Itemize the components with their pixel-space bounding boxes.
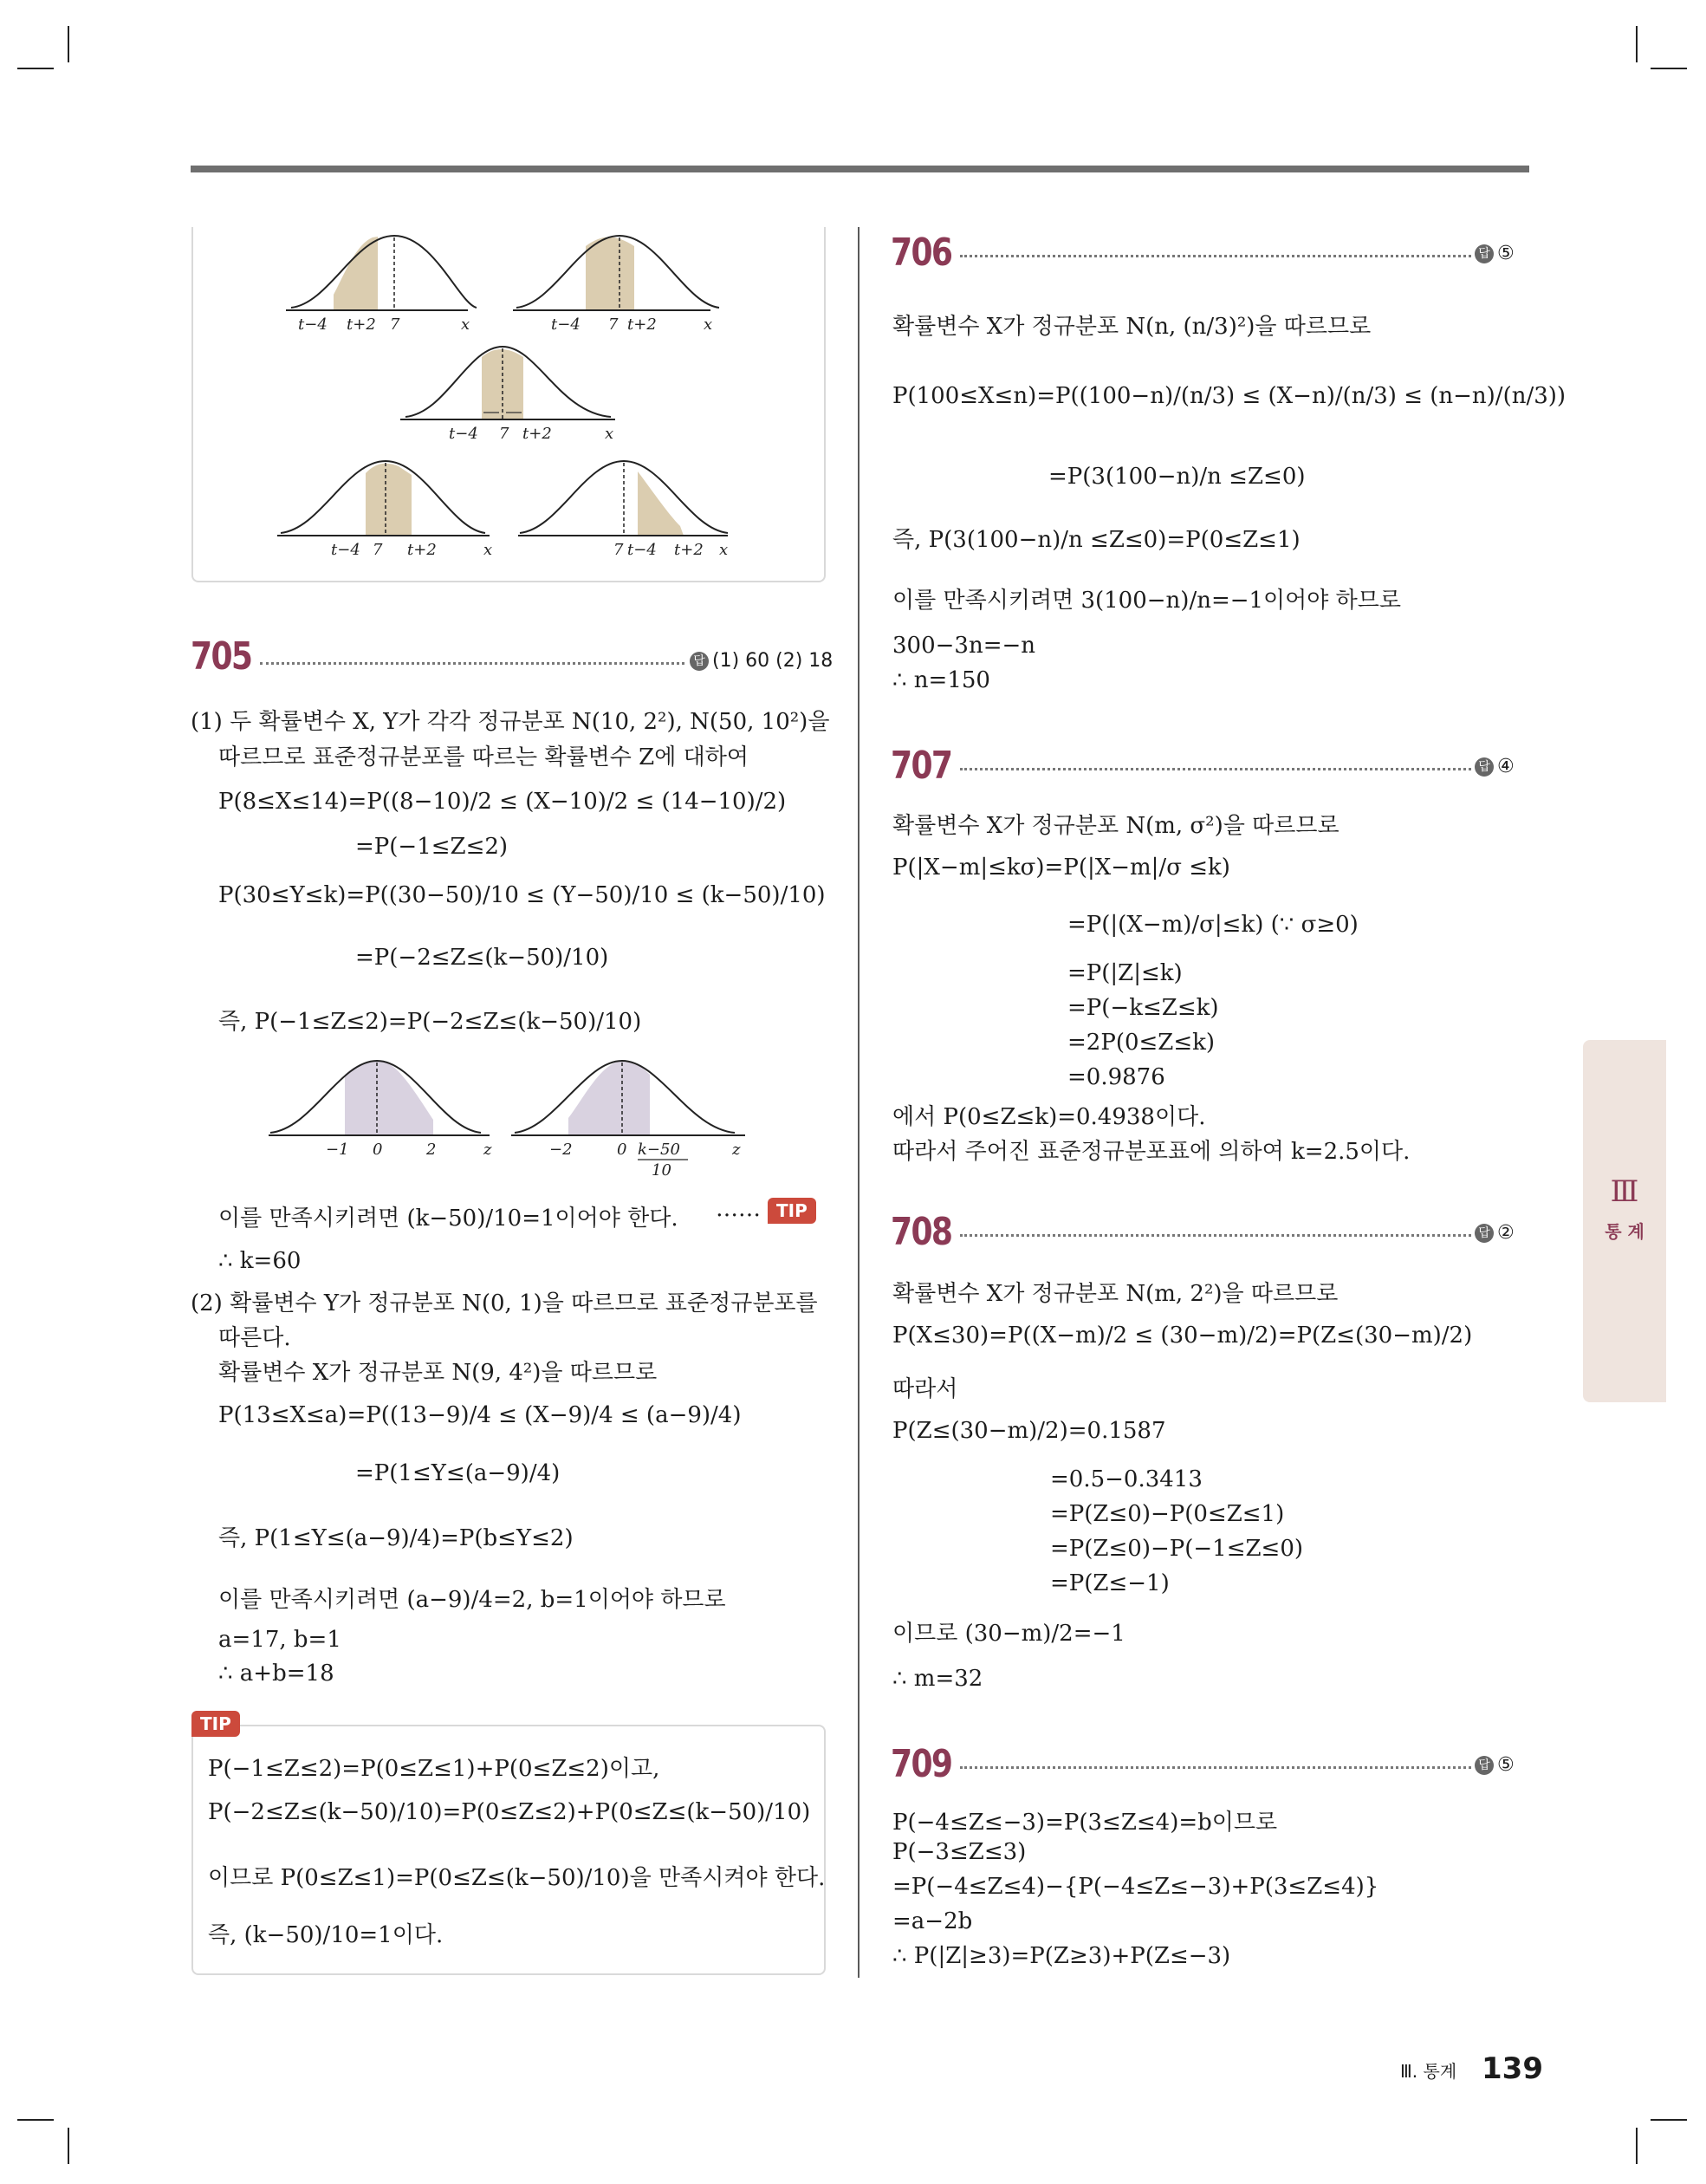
problem-708-number: 708	[891, 1210, 952, 1254]
g4-label-2: 7	[373, 541, 383, 559]
g5-label-2: t−4	[627, 541, 657, 559]
crop-mark	[17, 2119, 54, 2121]
p707-line: 확률변수 X가 정규분포 N(m, σ²)을 따르므로	[892, 813, 1340, 839]
g2-label-3: t+2	[627, 315, 657, 334]
p709-line: P(−4≤Z≤−3)=P(3≤Z≤4)=b이므로	[892, 1810, 1278, 1836]
p708-line: 따라서	[892, 1376, 958, 1402]
problem-709-answer: 답 ⑤	[1475, 1754, 1515, 1776]
g3-label-3: t+2	[522, 425, 552, 443]
p705-line: ∴ a+b=18	[218, 1661, 334, 1687]
g3-label-4: x	[605, 425, 614, 443]
p705-line: 이를 만족시키려면 (a−9)/4=2, b=1이어야 하므로	[218, 1587, 726, 1613]
tip-line: P(−1≤Z≤2)=P(0≤Z≤1)+P(0≤Z≤2)이고,	[208, 1756, 660, 1782]
problem-706-answer: 답 ⑤	[1475, 243, 1515, 264]
p705-line: =P(−1≤Z≤2)	[355, 834, 509, 860]
dotted-leader	[260, 662, 684, 665]
p706-line: 300−3n=−n	[892, 633, 1036, 659]
fig-b-label-2: 0	[617, 1141, 627, 1159]
problem-708-answer: 답 ②	[1475, 1222, 1515, 1244]
p705-line: =P(1≤Y≤(a−9)/4)	[355, 1460, 561, 1486]
g5-label-1: 7	[613, 541, 624, 559]
header-bar	[191, 166, 1529, 172]
side-tab-roman: Ⅲ	[1610, 1174, 1639, 1209]
tip-line: P(−2≤Z≤(k−50)/10)=P(0≤Z≤2)+P(0≤Z≤(k−50)/10)	[208, 1799, 811, 1825]
p709-line: ∴ P(|Z|≥3)=P(Z≥3)+P(Z≤−3)	[892, 1943, 1231, 1969]
p709-line: =a−2b	[892, 1908, 973, 1934]
normal-curves-figure	[260, 227, 762, 574]
p705-line: ∴ k=60	[218, 1248, 302, 1274]
fig-b-label-3: k−50	[638, 1141, 680, 1159]
p705-line: P(8≤X≤14)=P((8−10)/2 ≤ (X−10)/2 ≤ (14−10)/2)	[218, 789, 787, 815]
dotted-leader	[960, 1234, 1471, 1237]
p705-line: P(13≤X≤a)=P((13−9)/4 ≤ (X−9)/4 ≤ (a−9)/4)	[218, 1402, 742, 1428]
p705-line: =P(−2≤Z≤(k−50)/10)	[355, 945, 609, 971]
crop-mark	[68, 26, 69, 62]
p705-line: 즉, P(−1≤Z≤2)=P(−2≤Z≤(k−50)/10)	[218, 1009, 642, 1035]
tip-badge: TIP	[191, 1711, 240, 1737]
problem-705-answer: 답 (1) 60 (2) 18	[690, 650, 833, 672]
p708-line: =P(Z≤0)−P(0≤Z≤1)	[1050, 1501, 1285, 1527]
p705-line: a=17, b=1	[218, 1627, 341, 1653]
fig-b-label-1: −2	[549, 1141, 573, 1159]
p707-line: =P(−k≤Z≤k)	[1067, 995, 1219, 1021]
page-number: 139	[1482, 2051, 1543, 2086]
problem-706-number: 706	[891, 231, 952, 275]
tip-link-badge[interactable]: TIP	[768, 1198, 816, 1224]
g2-label-4: x	[704, 315, 713, 334]
crop-mark	[1651, 2119, 1687, 2121]
p706-line: P(100≤X≤n)=P((100−n)/(n/3) ≤ (X−n)/(n/3) ≤ (n−n)/(n/3))	[892, 383, 1567, 409]
p705-line: 따르므로 표준정규분포를 따르는 확률변수 Z에 대하여	[218, 744, 749, 770]
fig-b-label-4: 10	[652, 1161, 671, 1179]
p708-line: P(Z≤(30−m)/2)=0.1587	[892, 1418, 1166, 1444]
p707-line: =2P(0≤Z≤k)	[1067, 1030, 1216, 1056]
chapter-side-tab[interactable]	[1583, 1040, 1666, 1402]
fig-b-label-5: z	[732, 1141, 741, 1159]
p708-line: 이므로 (30−m)/2=−1	[892, 1621, 1125, 1647]
p707-line: 따라서 주어진 표준정규분포표에 의하여 k=2.5이다.	[892, 1139, 1411, 1165]
p708-line: 확률변수 X가 정규분포 N(m, 2²)을 따르므로	[892, 1281, 1339, 1307]
side-tab-label: 통 계	[1605, 1221, 1644, 1242]
p706-line: 즉, P(3(100−n)/n ≤Z≤0)=P(0≤Z≤1)	[892, 527, 1301, 553]
problem-709-number: 709	[891, 1742, 952, 1786]
problem-707-answer: 답 ④	[1475, 756, 1515, 777]
g2-label-2: 7	[608, 315, 619, 334]
crop-mark	[1636, 2128, 1638, 2164]
tip-line: 이므로 P(0≤Z≤1)=P(0≤Z≤(k−50)/10)을 만족시켜야 한다.	[208, 1865, 826, 1891]
p706-line: ∴ n=150	[892, 667, 990, 693]
crop-mark	[1636, 26, 1638, 62]
standard-normal-figure	[260, 1049, 762, 1179]
p708-line: =P(Z≤−1)	[1050, 1570, 1170, 1596]
g1-label-4: x	[461, 315, 470, 334]
problem-705-number: 705	[191, 634, 252, 679]
g1-label-2: t+2	[347, 315, 376, 334]
p706-line: =P(3(100−n)/n ≤Z≤0)	[1048, 464, 1306, 490]
g4-label-3: t+2	[407, 541, 437, 559]
p705-line: P(30≤Y≤k)=P((30−50)/10 ≤ (Y−50)/10 ≤ (k−50)/10)	[218, 882, 826, 908]
problem-707-number: 707	[891, 744, 952, 788]
p705-line: 이를 만족시키려면 (k−50)/10=1이어야 한다.	[218, 1206, 678, 1232]
fig-a-label-3: 2	[426, 1141, 437, 1159]
p706-line: 확률변수 X가 정규분포 N(n, (n/3)²)을 따르므로	[892, 314, 1372, 340]
fig-a-label-2: 0	[373, 1141, 383, 1159]
p708-line: ∴ m=32	[892, 1666, 983, 1692]
tip-line: 즉, (k−50)/10=1이다.	[208, 1922, 444, 1948]
p707-line: P(|X−m|≤kσ)=P(|X−m|/σ ≤k)	[892, 855, 1230, 881]
answer-icon: 답	[1475, 1224, 1494, 1243]
p705-line: 따른다.	[218, 1325, 291, 1351]
p707-line: 에서 P(0≤Z≤k)=0.4938이다.	[892, 1104, 1206, 1130]
crop-mark	[17, 68, 54, 69]
answer-icon: 답	[1475, 244, 1494, 263]
g1-label-3: 7	[390, 315, 400, 334]
fig-a-label-1: −1	[326, 1141, 349, 1159]
p707-line: =P(|Z|≤k)	[1067, 960, 1183, 986]
answer-icon: 답	[1475, 757, 1494, 777]
p706-line: 이를 만족시키려면 3(100−n)/n=−1이어야 하므로	[892, 588, 1402, 614]
p708-line: P(X≤30)=P((X−m)/2 ≤ (30−m)/2)=P(Z≤(30−m)/2)	[892, 1323, 1473, 1349]
g4-label-1: t−4	[331, 541, 360, 559]
p707-line: =P(|(X−m)/σ|≤k) (∵ σ≥0)	[1067, 912, 1359, 938]
dotted-leader	[960, 768, 1471, 770]
g1-label-1: t−4	[298, 315, 328, 334]
p705-line: 확률변수 X가 정규분포 N(9, 4²)을 따르므로	[218, 1360, 658, 1386]
p709-line: =P(−4≤Z≤4)−{P(−4≤Z≤−3)+P(3≤Z≤4)}	[892, 1874, 1379, 1900]
p705-line: (1) 두 확률변수 X, Y가 각각 정규분포 N(10, 2²), N(50, 10²)을	[191, 709, 830, 735]
answer-icon: 답	[690, 652, 709, 671]
p705-line: 즉, P(1≤Y≤(a−9)/4)=P(b≤Y≤2)	[218, 1525, 574, 1551]
crop-mark	[68, 2128, 69, 2164]
g2-label-1: t−4	[551, 315, 581, 334]
dotted-leader	[960, 1766, 1471, 1769]
g4-label-4: x	[483, 541, 493, 559]
answer-icon: 답	[1475, 1756, 1494, 1775]
crop-mark	[1651, 68, 1687, 69]
dotted-leader	[960, 255, 1471, 257]
column-divider	[858, 227, 859, 1978]
g5-label-4: x	[719, 541, 729, 559]
p708-line: =0.5−0.3413	[1050, 1466, 1203, 1492]
g3-label-1: t−4	[449, 425, 478, 443]
p708-line: =P(Z≤0)−P(−1≤Z≤0)	[1050, 1536, 1304, 1562]
p705-tip-dots: ……	[716, 1196, 761, 1222]
p707-line: =0.9876	[1067, 1064, 1165, 1090]
p709-line: P(−3≤Z≤3)	[892, 1839, 1027, 1865]
fig-a-label-4: z	[483, 1141, 492, 1159]
g3-label-2: 7	[499, 425, 509, 443]
g5-label-3: t+2	[674, 541, 704, 559]
footer-section: Ⅲ. 통계	[1400, 2061, 1457, 2082]
p705-line: (2) 확률변수 Y가 정규분포 N(0, 1)을 따르므로 표준정규분포를	[191, 1290, 818, 1316]
